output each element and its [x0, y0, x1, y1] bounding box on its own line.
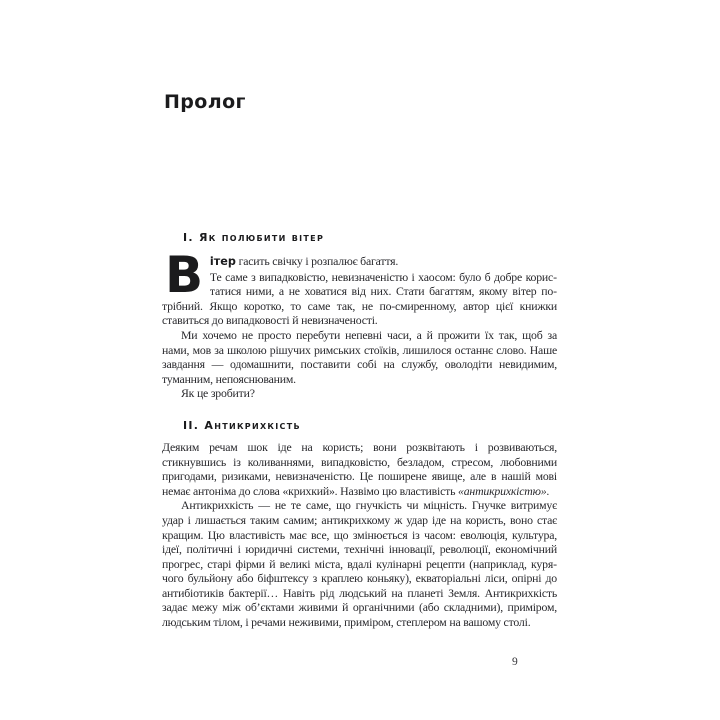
paragraph-question: Як це зробити?	[181, 386, 255, 401]
term-antifragility-italic: «антикрихкістю»	[458, 483, 547, 498]
chapter-title: Пролог	[164, 91, 246, 113]
paragraph: Ми хочемо не просто перебути непевні часи, а й прожити їх так, щоб за нами, мов за школою рішучих римських стоїків, лишилося останнє слово. Наше завдання — одомашнити, поставити собі на службу, оволодіти невидимим, туманним, непояснюваним.	[162, 327, 557, 386]
section-how-to-love-wind	[162, 231, 557, 401]
paragraph-text-end: .	[546, 483, 550, 498]
lead-sentence: гасить свічку і розпалює багаття.	[235, 254, 399, 268]
lead-word-bold: ітер	[209, 255, 236, 268]
paragraph-dropcap	[162, 246, 557, 328]
drop-cap-letter: В	[165, 246, 203, 304]
section-1-heading: І. Як полюбити вітер	[183, 231, 325, 244]
section-antifragility	[162, 419, 557, 630]
page-number: 9	[512, 656, 518, 668]
paragraph-text: Те саме з випадковістю, невизначеністю і хаосом: було б добре користатися ними, а не ховатися від них. Стати багаттям, якому вітер потрібний. Якщо коротко, то саме так, не по-смиренному, автор цієї книжки ставиться до випадковості й невизначеності.	[162, 269, 557, 328]
paragraph: Антикрихкість — не те саме, що гнучкість чи міцність. Гнучке витримує удар і лишається таким самим; антикрихкому ж удар іде на користь, воно стає кращим. Цю властивість має все, що змінюється із часом: еволюція, культура, ідеї, політичні і юридичні системи, технічні інновації, революції, економічний прогрес, старі фірми й великі міста, вдалі кулінарні рецепти (наприклад, курячого бульйону або біфштексу з краплею коньяку), екваторіальні ліси, опірні до антибіотиків бактерії… Навіть рід людський на планеті Земля. Антикрихкість задає межу між об’єктами живими й органічними (або складними), приміром, людським тілом, і речами неживими, приміром, степлером на вашому столі.	[162, 498, 557, 630]
paragraph-text: Деяким речам шок іде на користь; вони розквітають і розвиваються, стикнувшись із коливаннями, випадковістю, безладом, стресом, любовними пригодами, ризиками, невизначеністю. Це поширене явище, але в нашій мові немає антоніма до слова «крихкий». Назвімо цю властивість	[162, 439, 557, 498]
section-2-heading: ІІ. Антикрихкість	[183, 418, 301, 432]
paragraph	[162, 440, 557, 498]
text-block	[162, 0, 557, 630]
